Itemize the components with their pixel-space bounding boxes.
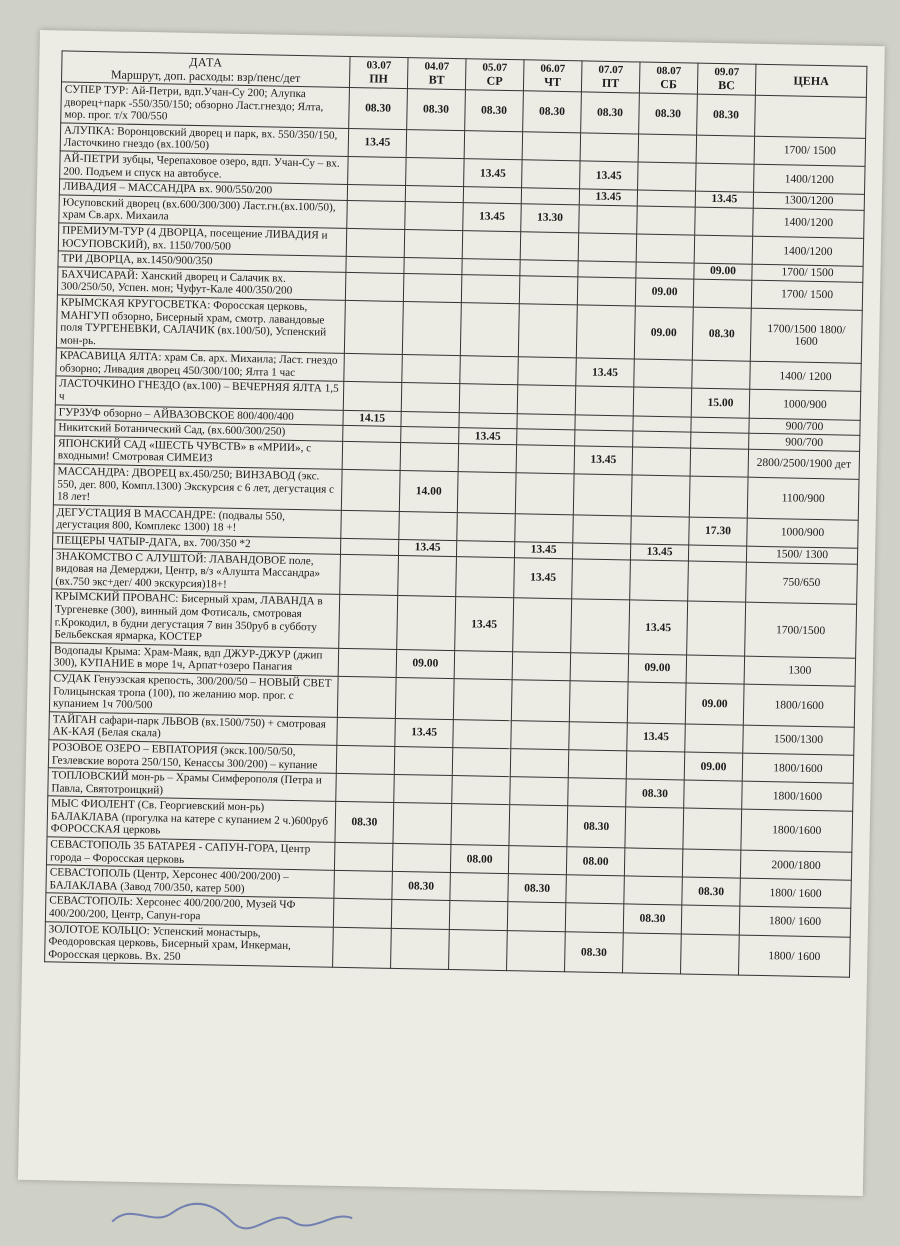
departure-time-cell: [333, 927, 392, 969]
departure-time-cell: [572, 558, 631, 600]
departure-time-cell: [457, 472, 516, 514]
header-day-sun: 09.07 ВС: [697, 63, 756, 95]
departure-time-cell: [392, 843, 451, 872]
price-cell: 1300: [744, 656, 856, 686]
departure-time-cell: [391, 928, 450, 970]
route-cell: АЛУПКА: Воронцовский дворец и парк, вх. 550/350/150, Ласточкино гнездо (вх.100/50): [60, 123, 348, 157]
departure-time-cell: [578, 233, 637, 262]
departure-time-cell: [691, 417, 749, 434]
route-cell: Юсуповский дворец (вх.600/300/300) Ласт.гн.(вх.100/50), храм Св.арх. Михаила: [59, 195, 347, 229]
departure-time-cell: [334, 842, 393, 871]
departure-time-cell: [637, 190, 695, 207]
departure-time-cell: [517, 385, 576, 414]
departure-time-cell: [333, 899, 392, 928]
departure-time-cell: [401, 411, 459, 428]
departure-time-cell: [458, 443, 517, 472]
departure-time-cell: [515, 473, 574, 515]
header-price: ЦЕНА: [755, 64, 867, 97]
departure-time-cell: [453, 719, 512, 748]
departure-time-cell: 08.00: [450, 845, 509, 874]
departure-time-cell: [337, 676, 396, 718]
header-day-sat: 08.07 СБ: [639, 62, 698, 94]
departure-time-cell: [685, 724, 744, 753]
departure-time-cell: [521, 188, 579, 205]
departure-time-cell: [336, 773, 395, 802]
route-cell: ЗНАКОМСТВО С АЛУШТОЙ: ЛАВАНДОВОЕ поле, видовая на Демерджи, Центр, в/з «Алушта Массандра» (вх.750 экс+дег/ 400 экскурсия)18+!: [52, 548, 341, 594]
departure-time-cell: [511, 680, 570, 722]
departure-time-cell: [401, 427, 459, 444]
departure-time-cell: [680, 934, 739, 976]
departure-time-cell: [343, 382, 402, 411]
departure-time-cell: [338, 648, 397, 677]
route-cell: СУДАК Генуэзская крепость, 300/200/50 – НОВЫЙ СВЕТ Голицынская тропа (100), по желанию мор. прог. с купанием 1ч 700/500: [49, 671, 338, 717]
route-cell: ТАЙГАН сафари-парк ЛЬВОВ (вх.1500/750) + смотровая АК-КАЯ (Белая скала): [49, 712, 337, 746]
departure-time-cell: 13.45: [627, 723, 686, 752]
departure-time-cell: [511, 720, 570, 749]
departure-time-cell: 09.00: [628, 654, 687, 683]
price-cell: 1500/ 1300: [746, 546, 857, 564]
departure-time-cell: [512, 651, 571, 680]
departure-time-cell: [406, 158, 465, 187]
price-cell: 1100/900: [747, 477, 859, 520]
departure-time-cell: [342, 441, 401, 470]
departure-time-cell: [462, 231, 521, 260]
departure-time-cell: [625, 807, 684, 849]
departure-time-cell: 08.30: [626, 779, 685, 808]
departure-time-cell: [565, 903, 624, 932]
price-cell: 1000/900: [749, 390, 861, 420]
route-cell: СЕВАСТОПОЛЬ 35 БАТАРЕЯ - САПУН-ГОРА, Центр города – Форосская церковь: [46, 837, 334, 871]
departure-time-cell: 08.30: [692, 307, 751, 361]
departure-time-cell: [341, 469, 400, 511]
departure-time-cell: [515, 514, 574, 543]
price-cell: 1700/1500: [745, 603, 857, 658]
departure-time-cell: [340, 554, 399, 596]
departure-time-cell: [339, 595, 398, 649]
departure-time-cell: 14.15: [343, 410, 401, 427]
price-cell: 1800/ 1600: [739, 907, 851, 937]
departure-time-cell: [405, 186, 463, 203]
price-cell: 1400/1200: [753, 208, 865, 238]
departure-time-cell: [694, 235, 753, 264]
departure-time-cell: [395, 677, 454, 719]
route-cell: ТОПЛОВСКИЙ мон-рь – Храмы Симферополя (Петра и Павла, Святотроицкий): [48, 768, 336, 802]
route-cell: ПЕЩЕРЫ ЧАТЫР-ДАГА, вх. 700/350 *2: [53, 533, 341, 554]
departure-time-cell: [510, 777, 569, 806]
departure-time-cell: 17.30: [689, 517, 748, 546]
departure-time-cell: [633, 416, 691, 433]
departure-time-cell: [516, 445, 575, 474]
departure-time-cell: [347, 200, 406, 229]
departure-time-cell: 13.45: [695, 191, 753, 208]
departure-time-cell: 08.30: [639, 93, 698, 135]
departure-time-cell: [575, 415, 633, 432]
departure-time-cell: [517, 413, 575, 430]
route-cell: ЛИВАДИЯ – МАССАНДРА вх. 900/550/200: [59, 179, 347, 200]
route-cell: СУПЕР ТУР: Ай-Петри, вдп.Учан-Су 200; Алупка дворец+парк -550/350/150; обзорно Ласт.гнездо; Ялта, мор. прог. т/х 700/550: [61, 82, 350, 128]
departure-time-cell: [622, 932, 681, 974]
departure-time-cell: 13.45: [459, 428, 517, 445]
header-day-tue: 04.07 ВТ: [407, 58, 466, 90]
departure-time-cell: [624, 848, 683, 877]
departure-time-cell: [520, 232, 579, 261]
departure-time-cell: [449, 929, 508, 971]
departure-time-cell: [518, 357, 577, 386]
price-cell: 1800/1600: [743, 684, 855, 727]
departure-time-cell: [452, 747, 511, 776]
price-cell: 1400/ 1200: [750, 361, 862, 391]
departure-time-cell: [683, 808, 742, 850]
route-cell: КРЫМСКИЙ ПРОВАНС: Бисерный храм, ЛАВАНДА в Тургеневке (300), винный дом Фотисаль, смотровая г.Крокодил, в будни дегустация 7 вин 350руб в субботу Бельбекская ярмарка, КОСТЕР: [51, 589, 340, 648]
departure-time-cell: 08.30: [349, 87, 408, 129]
excursion-schedule-table: [44, 50, 867, 978]
header-day-mon: 03.07 ПН: [349, 56, 408, 88]
departure-time-cell: [400, 442, 459, 471]
departure-time-cell: [631, 516, 690, 545]
departure-time-cell: [636, 234, 695, 263]
departure-time-cell: 09.00: [685, 683, 744, 725]
departure-time-cell: [346, 228, 405, 257]
route-cell: МЫС ФИОЛЕНТ (Св. Георгиевский мон-рь) БАЛАКЛАВА (прогулка на катере с купанием 2 ч.)600руб ФОРОССКАЯ церковь: [47, 796, 336, 842]
departure-time-cell: [334, 871, 393, 900]
departure-time-cell: 09.00: [634, 306, 693, 360]
departure-time-cell: [347, 185, 405, 202]
price-cell: 1700/1500 1800/ 1600: [750, 308, 862, 363]
departure-time-cell: [517, 429, 575, 446]
route-cell: Никитский Ботанический Сад, (вх.600/300/250): [55, 420, 343, 441]
departure-time-cell: [394, 746, 453, 775]
departure-time-cell: [456, 541, 514, 558]
departure-time-cell: [519, 275, 578, 304]
departure-time-cell: [453, 679, 512, 721]
departure-time-cell: [346, 257, 404, 274]
departure-time-cell: 13.45: [398, 539, 456, 556]
departure-time-cell: [337, 717, 396, 746]
departure-time-cell: [510, 749, 569, 778]
departure-time-cell: [507, 902, 566, 931]
departure-time-cell: [397, 596, 456, 650]
departure-time-cell: [450, 873, 509, 902]
departure-time-cell: [575, 386, 634, 415]
departure-time-cell: 13.45: [348, 128, 407, 157]
price-cell: 900/700: [749, 418, 860, 436]
date-label: ДАТА: [189, 54, 223, 70]
route-cell: ДЕГУСТАЦИЯ В МАССАНДРЕ: (подвалы 550, дегустация 800, Комплекс 1300) 18 +!: [53, 505, 341, 539]
departure-time-cell: [573, 515, 632, 544]
departure-time-cell: 13.45: [579, 189, 637, 206]
departure-time-cell: [692, 360, 751, 389]
departure-time-cell: [462, 259, 520, 276]
departure-time-cell: [571, 599, 630, 653]
departure-time-cell: 14.00: [399, 471, 458, 513]
price-cell: 1700/ 1500: [751, 280, 863, 310]
departure-time-cell: [633, 431, 691, 448]
departure-time-cell: [568, 750, 627, 779]
departure-time-cell: 08.30: [523, 91, 582, 133]
departure-time-cell: [449, 901, 508, 930]
departure-time-cell: [451, 804, 510, 846]
departure-time-cell: [634, 359, 693, 388]
departure-time-cell: [518, 304, 577, 358]
departure-time-cell: [696, 135, 755, 164]
departure-time-cell: 08.30: [623, 904, 682, 933]
departure-time-cell: 13.45: [395, 718, 454, 747]
departure-time-cell: [404, 229, 463, 258]
departure-time-cell: [404, 258, 462, 275]
price-cell: 1500/1300: [743, 725, 855, 755]
departure-time-cell: 15.00: [691, 389, 750, 418]
departure-time-cell: [695, 207, 754, 236]
departure-time-cell: [509, 805, 568, 847]
departure-time-cell: [344, 300, 403, 354]
price-cell: 1400/1200: [754, 164, 866, 194]
departure-time-cell: [336, 745, 395, 774]
departure-time-cell: [580, 133, 639, 162]
departure-time-cell: [569, 681, 628, 723]
departure-time-cell: [627, 682, 686, 724]
departure-time-cell: 13.45: [455, 597, 514, 651]
departure-time-cell: [464, 130, 523, 159]
departure-time-cell: [691, 432, 749, 449]
departure-time-cell: [345, 272, 404, 301]
header-day-thu: 06.07 ЧТ: [523, 60, 582, 92]
departure-time-cell: [624, 876, 683, 905]
departure-time-cell: 08.30: [565, 931, 624, 973]
route-cell: АЙ-ПЕТРИ зубцы, Черепаховое озеро, вдп. Учан-Су – вх. 200. Подъем и спуск на автобусе.: [60, 151, 348, 185]
departure-time-cell: [457, 512, 516, 541]
route-label: Маршрут, доп. расходы: взр/пенс/дет: [110, 67, 301, 86]
departure-time-cell: [343, 426, 401, 443]
departure-time-cell: [690, 448, 749, 477]
departure-time-cell: [456, 556, 515, 598]
departure-time-cell: [340, 538, 398, 555]
departure-time-cell: [398, 555, 457, 597]
departure-time-cell: [696, 163, 755, 192]
departure-time-cell: 13.45: [514, 542, 572, 559]
departure-time-cell: [577, 277, 636, 306]
departure-time-cell: 08.30: [682, 877, 741, 906]
route-cell: ПРЕМИУМ-ТУР (4 ДВОРЦА, посещение ЛИВАДИЯ и ЮСУПОВСКИЙ), вх. 1150/700/500: [58, 223, 346, 257]
departure-time-cell: 08.30: [392, 872, 451, 901]
departure-time-cell: 08.30: [465, 90, 524, 132]
departure-time-cell: [682, 849, 741, 878]
route-cell: ЛАСТОЧКИНО ГНЕЗДО (вх.100) – ВЕЧЕРНЯЯ ЯЛТА 1,5 ч: [55, 376, 343, 410]
departure-time-cell: [632, 447, 691, 476]
departure-time-cell: 13.45: [463, 202, 522, 231]
departure-time-cell: [348, 156, 407, 185]
price-cell: 1400/1200: [752, 236, 864, 266]
price-cell: 1800/1600: [742, 753, 854, 783]
departure-time-cell: [405, 201, 464, 230]
departure-time-cell: [633, 387, 692, 416]
departure-time-cell: [631, 475, 690, 517]
header-day-wed: 05.07 СР: [465, 59, 524, 91]
departure-time-cell: [687, 601, 746, 655]
price-cell: 900/700: [749, 433, 860, 451]
price-cell: 750/650: [746, 562, 858, 605]
departure-time-cell: [579, 205, 638, 234]
handwritten-scribble: [102, 1191, 363, 1236]
departure-time-cell: [454, 650, 513, 679]
price-cell: 1000/900: [747, 518, 859, 548]
departure-time-cell: [461, 274, 520, 303]
departure-time-cell: [681, 905, 740, 934]
departure-time-cell: [463, 187, 521, 204]
departure-time-cell: [572, 543, 630, 560]
route-cell: КРЫМСКАЯ КРУГОСВЕТКА: Форосская церковь, МАНГУП обзорно, Бисерный храм, смотр. лавандовые поля ТУРГЕНЕВКИ, САЛАЧИК (вх.100/50), Успенский мон-рь.: [56, 295, 345, 354]
departure-time-cell: [578, 261, 636, 278]
departure-time-cell: [570, 653, 629, 682]
departure-time-cell: [394, 775, 453, 804]
departure-time-cell: [686, 655, 745, 684]
departure-time-cell: [636, 262, 694, 279]
departure-time-cell: [399, 511, 458, 540]
departure-time-cell: [689, 476, 748, 518]
price-cell: [755, 95, 867, 138]
departure-time-cell: [402, 301, 461, 355]
departure-time-cell: [391, 900, 450, 929]
departure-time-cell: [566, 875, 625, 904]
departure-time-cell: [507, 930, 566, 972]
departure-time-cell: [688, 545, 746, 562]
departure-time-cell: 09.00: [635, 278, 694, 307]
route-cell: ЗОЛОТОЕ КОЛЬЦО: Успенский монастырь, Феодоровская церковь, Бисерный храм, Инкерман, Форосская церковь. Вх. 250: [45, 921, 334, 967]
departure-time-cell: [638, 162, 697, 191]
route-cell: КРАСАВИЦА ЯЛТА: храм Св. арх. Михаила; Ласт. гнездо обзорно; Ливадия дворец 450/300/100; Ялта 1 час: [56, 348, 344, 382]
paper-sheet: [18, 30, 885, 1196]
price-cell: 1800/ 1600: [738, 935, 850, 978]
departure-time-cell: [459, 412, 517, 429]
departure-time-cell: [452, 776, 511, 805]
header-day-fri: 07.07 ПТ: [581, 61, 640, 93]
departure-time-cell: 13.45: [514, 557, 573, 599]
departure-time-cell: [626, 751, 685, 780]
departure-time-cell: 13.45: [580, 161, 639, 190]
departure-time-cell: [459, 384, 518, 413]
departure-time-cell: 08.30: [697, 94, 756, 136]
departure-time-cell: 13.45: [576, 358, 635, 387]
departure-time-cell: [575, 430, 633, 447]
departure-time-cell: 13.45: [574, 446, 633, 475]
departure-time-cell: 08.00: [566, 847, 625, 876]
route-cell: СЕВАСТОПОЛЬ (Центр, Херсонес 400/200/200) – БАЛАКЛАВА (Завод 700/350, катер 500): [46, 865, 334, 899]
departure-time-cell: [522, 132, 581, 161]
route-cell: ТРИ ДВОРЦА, вх.1450/900/350: [58, 251, 346, 272]
departure-time-cell: 08.30: [508, 874, 567, 903]
price-cell: 1300/1200: [753, 192, 864, 210]
price-cell: 2000/1800: [740, 850, 852, 880]
route-cell: РОЗОВОЕ ОЗЕРО – ЕВПАТОРИЯ (экск.100/50/50, Гезлевские ворота 250/150, Кенассы 300/200) – купание: [48, 740, 336, 774]
price-cell: 1700/ 1500: [752, 264, 863, 282]
departure-time-cell: 08.30: [567, 806, 626, 848]
departure-time-cell: [569, 722, 628, 751]
departure-time-cell: [630, 560, 689, 602]
price-cell: 2800/2500/1900 дет: [748, 449, 860, 479]
departure-time-cell: 13.30: [521, 204, 580, 233]
departure-time-cell: [513, 598, 572, 652]
departure-time-cell: 13.45: [464, 159, 523, 188]
route-cell: Водопады Крыма: Храм-Маяк, вдп ДЖУР-ДЖУР (джип 300), КУПАНИЕ в море 1ч, Арпат+озеро Панагия: [50, 643, 338, 677]
departure-time-cell: 08.30: [335, 802, 394, 844]
departure-time-cell: [522, 160, 581, 189]
price-cell: 1800/1600: [741, 809, 853, 852]
route-cell: МАССАНДРА: ДВОРЕЦ вх.450/250; ВИНЗАВОД (экс. 550, дег. 800, Компл.1300) Экскурсия с 6 лет, дегустация с 18 лет!: [53, 464, 342, 510]
departure-time-cell: [460, 356, 519, 385]
departure-time-cell: 09.00: [684, 752, 743, 781]
departure-time-cell: 08.30: [407, 89, 466, 131]
departure-time-cell: [684, 780, 743, 809]
route-cell: ГУРЗУФ обзорно – АЙВАЗОВСКОЕ 800/400/400: [55, 405, 343, 426]
price-cell: 1800/1600: [742, 781, 854, 811]
route-cell: БАХЧИСАРАЙ: Ханский дворец и Салачик вх. 300/250/50, Успен. мон; Чуфут-Кале 400/350/200: [57, 267, 345, 301]
departure-time-cell: [520, 260, 578, 277]
route-cell: СЕВАСТОПОЛЬ: Херсонес 400/200/200, Музей ЧФ 400/200/200, Центр, Сапун-гора: [45, 893, 333, 927]
departure-time-cell: [460, 303, 519, 357]
departure-time-cell: [401, 383, 460, 412]
departure-time-cell: [406, 129, 465, 158]
departure-time-cell: [393, 803, 452, 845]
departure-time-cell: [403, 273, 462, 302]
departure-time-cell: [693, 279, 752, 308]
departure-time-cell: 13.45: [630, 544, 688, 561]
departure-time-cell: [508, 846, 567, 875]
departure-time-cell: [573, 474, 632, 516]
price-cell: 1700/ 1500: [754, 136, 866, 166]
route-cell: ЯПОНСКИЙ САД «ШЕСТЬ ЧУВСТВ» в «МРИИ», с входными! Смотровая СИМЕИЗ: [54, 436, 342, 470]
departure-time-cell: [688, 561, 747, 603]
departure-time-cell: [568, 778, 627, 807]
departure-time-cell: 08.30: [581, 92, 640, 134]
departure-time-cell: 09.00: [694, 263, 752, 280]
departure-time-cell: [637, 206, 696, 235]
departure-time-cell: 13.45: [629, 600, 688, 654]
departure-time-cell: 09.00: [396, 649, 455, 678]
departure-time-cell: [344, 354, 403, 383]
departure-time-cell: [341, 510, 400, 539]
departure-time-cell: [402, 355, 461, 384]
price-cell: 1800/ 1600: [740, 878, 852, 908]
departure-time-cell: [576, 305, 635, 359]
departure-time-cell: [638, 134, 697, 163]
schedule-body: [45, 82, 867, 978]
